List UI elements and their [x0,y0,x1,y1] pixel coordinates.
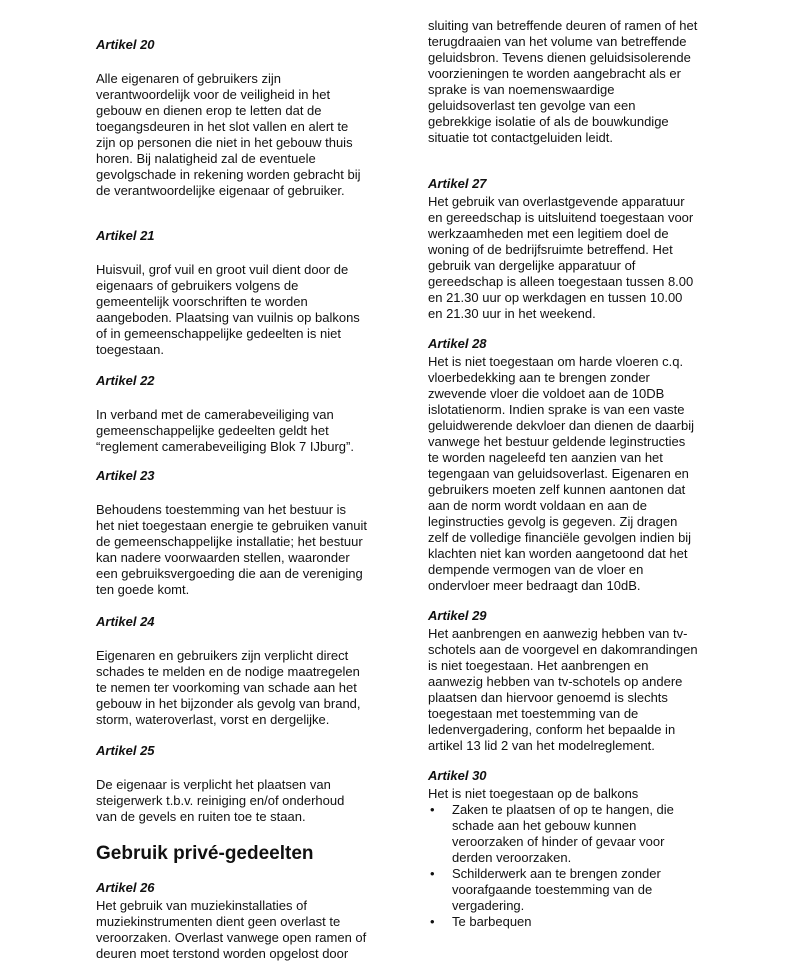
section-heading: Gebruik privé-gedeelten [96,843,314,864]
article-24 [96,614,396,728]
bullet-icon: • [430,866,435,881]
list-item [428,866,728,914]
article-24-text: Eigenaren en gebruikers zijn verplicht direct schades te melden en de nodige maatregelen te nemen ter voorkoming van schade aan het gebouw in het bijzonder als gevolg van brand, storm, wateroverlast, vorst en dergelijke. [96,648,361,727]
article-27-title: Artikel 27 [428,176,487,191]
article-20-title: Artikel 20 [96,37,155,52]
article-20-text: Alle eigenaren of gebruikers zijn verantwoordelijk voor de veiligheid in het gebouw en dienen erop te letten dat de toegangsdeuren in het slot vallen en alert te zijn op personen die niet in het gebouw thuis horen. Bij nalatigheid zal de eventuele gevolgschade in rekening worden gebracht bij de verantwoordelijke eigenaar of gebruiker. [96,71,361,198]
article-24-title: Artikel 24 [96,614,155,629]
article-25-text: De eigenaar is verplicht het plaatsen van steigerwerk t.b.v. reiniging en/of onderhoud van de gevels en ruiten toe te staan. [96,777,345,824]
article-26-continued: sluiting van betreffende deuren of ramen of het terugdraaien van het volume van betreffende geluidsbron. Tevens dienen geluidsisolerende voorzieningen te worden aangebracht als er sprake is van noemenswaardige geluidsoverlast ten gevolge van een gebrekkige isolatie of als de bouwkundige situatie tot contactgeluiden leidt. [428,18,698,145]
article-21-text: Huisvuil, grof vuil en groot vuil dient door de eigenaars of gebruikers volgens de gemeentelijk voorschriften te worden aangeboden. Plaatsing van vuilnis op balkons of in gemeenschappelijke gedeelten is niet toegestaan. [96,262,360,357]
article-25 [96,743,396,825]
list-item [428,914,728,930]
bullet-icon: • [430,914,435,929]
article-21 [96,228,396,358]
article-22 [96,373,396,455]
list-item-text: Te barbequen [452,914,532,929]
article-25-title: Artikel 25 [96,743,155,758]
article-27-text: Het gebruik van overlastgevende apparatuur en gereedschap is uitsluitend toegestaan voor werkzaamheden met een legitiem doel de woning of de bedrijfsruimte betreffend. Het gebruik van dergelijke apparatuur of gereedschap is alleen toegestaan tussen 8.00 en 21.30 uur op werkdagen en tussen 10.00 en 21.30 uur in het weekend. [428,194,694,321]
article-23-text: Behoudens toestemming van het bestuur is het niet toegestaan energie te gebruiken vanuit de gemeenschappelijke installatie; het bestuur kan nadere voorwaarden stellen, waaronder een gebruiksvergoeding die aan de vereniging ten goede komt. [96,502,368,597]
article-22-text: In verband met de camerabeveiliging van gemeenschappelijke gedeelten geldt het “reglement camerabeveiliging Blok 7 IJburg”. [96,407,354,454]
article-30-intro: Het is niet toegestaan op de balkons [428,786,639,801]
article-21-title: Artikel 21 [96,228,155,243]
article-22-title: Artikel 22 [96,373,155,388]
article-23 [96,468,396,598]
article-29-title: Artikel 29 [428,608,487,623]
bullet-icon: • [430,802,435,817]
article-28-text: Het is niet toegestaan om harde vloeren c.q. vloerbedekking aan te brengen zonder zwevende vloer die voldoet aan de 10DB islotatienorm. Indien sprake is van een vaste geluidwerende dekvloer dan dienen de daarbij vanwege het bestuur geldende leginstructies te worden nageleefd ten aanzien van het tegengaan van geluidsoverlast. Eigenaren en gebruikers moeten zelf kunnen aantonen dat aan de norm wordt voldaan en aan de leginstructies gevolg is gegeven. Zij dragen zelf de volledige financiële gevolgen indien bij klachten niet kan worden aangetoond dat het dempende vermogen van de vloer en ondervloer meer bedraagt dan 10dB. [428,354,694,593]
article-26-text: Het gebruik van muziekinstallaties of muziekinstrumenten dient geen overlast te veroorzaken. Overlast vanwege open ramen of deuren moet terstond worden opgelost door [96,898,367,961]
article-29 [428,608,728,754]
list-item-text: Schilderwerk aan te brengen zonder voorafgaande toestemming van de vergadering. [452,866,661,913]
article-28-title: Artikel 28 [428,336,487,351]
article-26 [96,880,396,962]
article-30-list [428,802,728,930]
article-23-title: Artikel 23 [96,468,155,483]
list-item [428,802,728,866]
article-30 [428,768,728,930]
article-30-title: Artikel 30 [428,768,487,783]
article-20 [96,37,396,199]
article-26-title: Artikel 26 [96,880,155,895]
article-27 [428,176,728,322]
article-29-text: Het aanbrengen en aanwezig hebben van tv- schotels aan de voorgevel en dakomrandingen is niet toegestaan. Het aanbrengen en aanwezig hebben van tv-schotels op andere plaatsen dan hiervoor genoemd is slechts toegestaan met toestemming van de ledenvergadering, conform het bepaalde in artikel 13 lid 2 van het modelreglement. [428,626,698,753]
list-item-text: Zaken te plaatsen of op te hangen, die schade aan het gebouw kunnen veroorzaken of hinder of gevaar voor derden veroorzaken. [452,802,674,865]
article-28 [428,336,728,594]
